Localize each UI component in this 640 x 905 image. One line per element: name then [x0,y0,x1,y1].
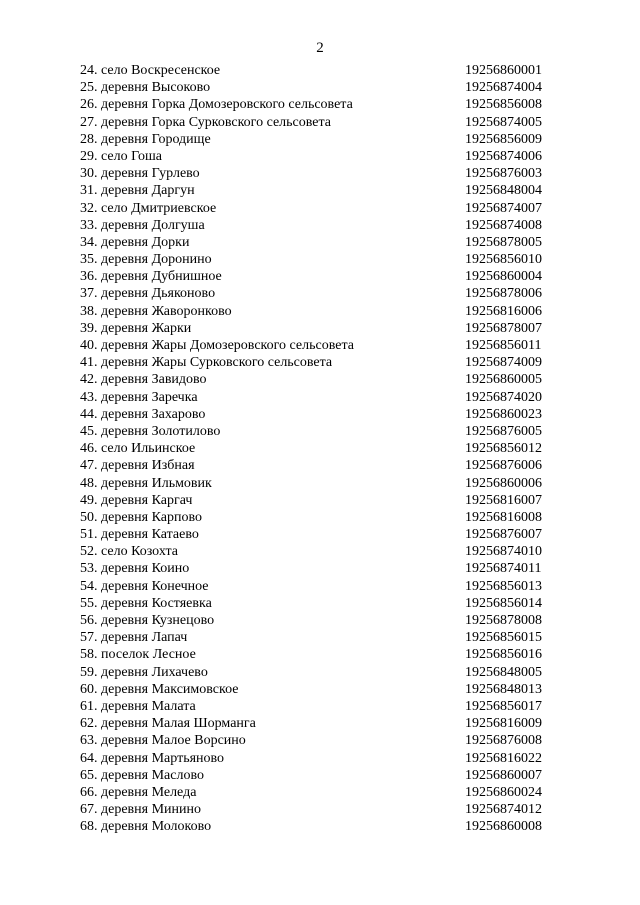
settlement-name: 56. деревня Кузнецово [80,613,215,628]
list-item [80,79,600,96]
settlement-code: 19256856010 [465,252,542,268]
settlement-name: 46. село Ильинское [80,441,196,457]
settlement-code: 19256816007 [465,492,542,508]
settlement-name: 60. деревня Максимовское [80,681,239,697]
list-item [80,492,600,509]
settlement-code: 19256856012 [465,441,542,457]
list-item [80,475,600,492]
settlement-code: 19256876005 [465,423,542,439]
list-item [80,646,600,663]
list-item [80,131,600,148]
settlement-name: 30. деревня Гурлево [80,166,200,182]
settlement-name: 42. деревня Завидово [80,372,207,388]
list-item [80,234,600,251]
settlement-code: 19256860007 [465,767,542,783]
settlement-code: 19256816006 [465,303,542,319]
list-item [80,526,600,543]
list-item [80,62,600,79]
settlement-name: 49. деревня Каргач [80,492,193,508]
settlement-code: 19256878007 [465,320,542,336]
settlement-name: 40. деревня Жары Домозеровского сельсовета [80,338,354,353]
settlement-code: 19256874020 [465,389,542,405]
settlement-name: 54. деревня Конечное [80,578,209,594]
page-number: 2 [316,40,324,56]
list-item [80,629,600,646]
settlement-name: 57. деревня Лапач [80,630,188,646]
settlement-code: 19256860024 [465,784,542,800]
settlement-name: 67. деревня Минино [80,802,202,818]
list-item [80,715,600,732]
settlement-code: 19256874004 [465,80,542,96]
list-item [80,217,600,234]
settlement-name: 33. деревня Долгуша [80,217,205,233]
list-item [80,182,600,199]
settlement-name: 62. деревня Малая Шорманга [80,716,256,732]
list-item [80,750,600,767]
settlement-name: 25. деревня Высоково [80,80,211,96]
settlement-name: 55. деревня Костяевка [80,595,212,611]
settlement-code: 19256856015 [465,630,542,646]
settlement-code: 19256856013 [465,578,542,594]
settlement-name: 66. деревня Меледа [80,784,197,800]
list-item [80,543,600,560]
list-item [80,251,600,268]
list-item [80,114,600,131]
settlement-name: 27. деревня Горка Сурковского сельсовета [80,114,331,130]
settlement-code: 19256876006 [465,458,542,474]
settlement-name: 48. деревня Ильмовик [80,475,212,491]
settlement-list [80,62,600,835]
list-item [80,612,600,629]
settlement-code: 19256860008 [465,819,542,835]
settlement-name: 47. деревня Избная [80,458,195,474]
list-item [80,732,600,749]
list-item [80,801,600,818]
list-item [80,423,600,440]
settlement-name: 29. село Гоша [80,148,162,164]
settlement-name: 24. село Воскресенское [80,63,221,78]
settlement-name: 61. деревня Малата [80,698,196,714]
settlement-code: 19256816009 [465,716,542,732]
settlement-name: 34. деревня Дорки [80,234,190,250]
settlement-name: 38. деревня Жаворонково [80,303,232,319]
settlement-code: 19256848005 [465,664,542,680]
list-item [80,268,600,285]
settlement-code: 19256856011 [465,338,542,353]
list-item [80,560,600,577]
list-item [80,457,600,474]
settlement-code: 19256816008 [465,509,542,525]
settlement-code: 19256878005 [465,234,542,250]
settlement-name: 63. деревня Малое Ворсино [80,733,246,749]
settlement-name: 36. деревня Дубнишное [80,269,222,285]
settlement-name: 53. деревня Коино [80,561,190,577]
settlement-code: 19256874007 [465,200,542,216]
list-item [80,784,600,801]
settlement-code: 19256860001 [465,63,542,78]
list-item [80,285,600,302]
list-item [80,578,600,595]
settlement-code: 19256874011 [465,561,542,577]
settlement-name: 26. деревня Горка Домозеровского сельсовета [80,97,353,113]
settlement-name: 50. деревня Карпово [80,509,202,525]
settlement-code: 19256876007 [465,527,542,543]
list-item [80,303,600,320]
list-item [80,818,600,835]
list-item [80,165,600,182]
settlement-code: 19256878008 [465,613,542,628]
settlement-code: 19256874008 [465,217,542,233]
list-item [80,200,600,217]
list-item [80,664,600,681]
settlement-code: 19256876003 [465,166,542,182]
list-item [80,371,600,388]
settlement-name: 41. деревня Жары Сурковского сельсовета [80,355,333,371]
list-item [80,354,600,371]
settlement-code: 19256874009 [465,355,542,371]
list-item [80,767,600,784]
settlement-code: 19256856009 [465,131,542,147]
settlement-name: 52. село Козохта [80,544,178,560]
settlement-name: 68. деревня Молоково [80,819,212,835]
settlement-name: 59. деревня Лихачево [80,664,208,680]
settlement-code: 19256848013 [465,681,542,697]
settlement-name: 58. поселок Лесное [80,647,196,663]
settlement-name: 32. село Дмитриевское [80,200,217,216]
settlement-name: 44. деревня Захарово [80,406,206,422]
list-item [80,320,600,337]
settlement-name: 64. деревня Мартьяново [80,750,225,766]
settlement-code: 19256860004 [465,269,542,285]
list-item [80,389,600,406]
list-item [80,595,600,612]
settlement-name: 43. деревня Заречка [80,389,198,405]
list-item [80,96,600,113]
list-item [80,337,600,354]
settlement-name: 51. деревня Катаево [80,527,199,543]
settlement-code: 19256856008 [465,97,542,113]
settlement-name: 45. деревня Золотилово [80,423,221,439]
settlement-code: 19256856017 [465,698,542,714]
settlement-name: 35. деревня Доронино [80,252,212,268]
list-item [80,406,600,423]
settlement-code: 19256856016 [465,647,542,663]
settlement-code: 19256856014 [465,595,542,611]
settlement-name: 37. деревня Дьяконово [80,286,216,302]
settlement-code: 19256848004 [465,183,542,199]
settlement-name: 39. деревня Жарки [80,320,192,336]
settlement-code: 19256874012 [465,802,542,818]
settlement-name: 31. деревня Даргун [80,183,195,199]
settlement-code: 19256874006 [465,148,542,164]
list-item [80,698,600,715]
settlement-name: 28. деревня Городище [80,131,211,147]
list-item [80,509,600,526]
settlement-code: 19256816022 [465,750,542,766]
settlement-code: 19256874005 [465,114,542,130]
settlement-code: 19256876008 [465,733,542,749]
settlement-code: 19256860005 [465,372,542,388]
settlement-name: 65. деревня Маслово [80,767,204,783]
settlement-code: 19256878006 [465,286,542,302]
settlement-code: 19256860023 [465,406,542,422]
list-item [80,440,600,457]
settlement-code: 19256874010 [465,544,542,560]
list-item [80,148,600,165]
list-item [80,681,600,698]
settlement-code: 19256860006 [465,475,542,491]
